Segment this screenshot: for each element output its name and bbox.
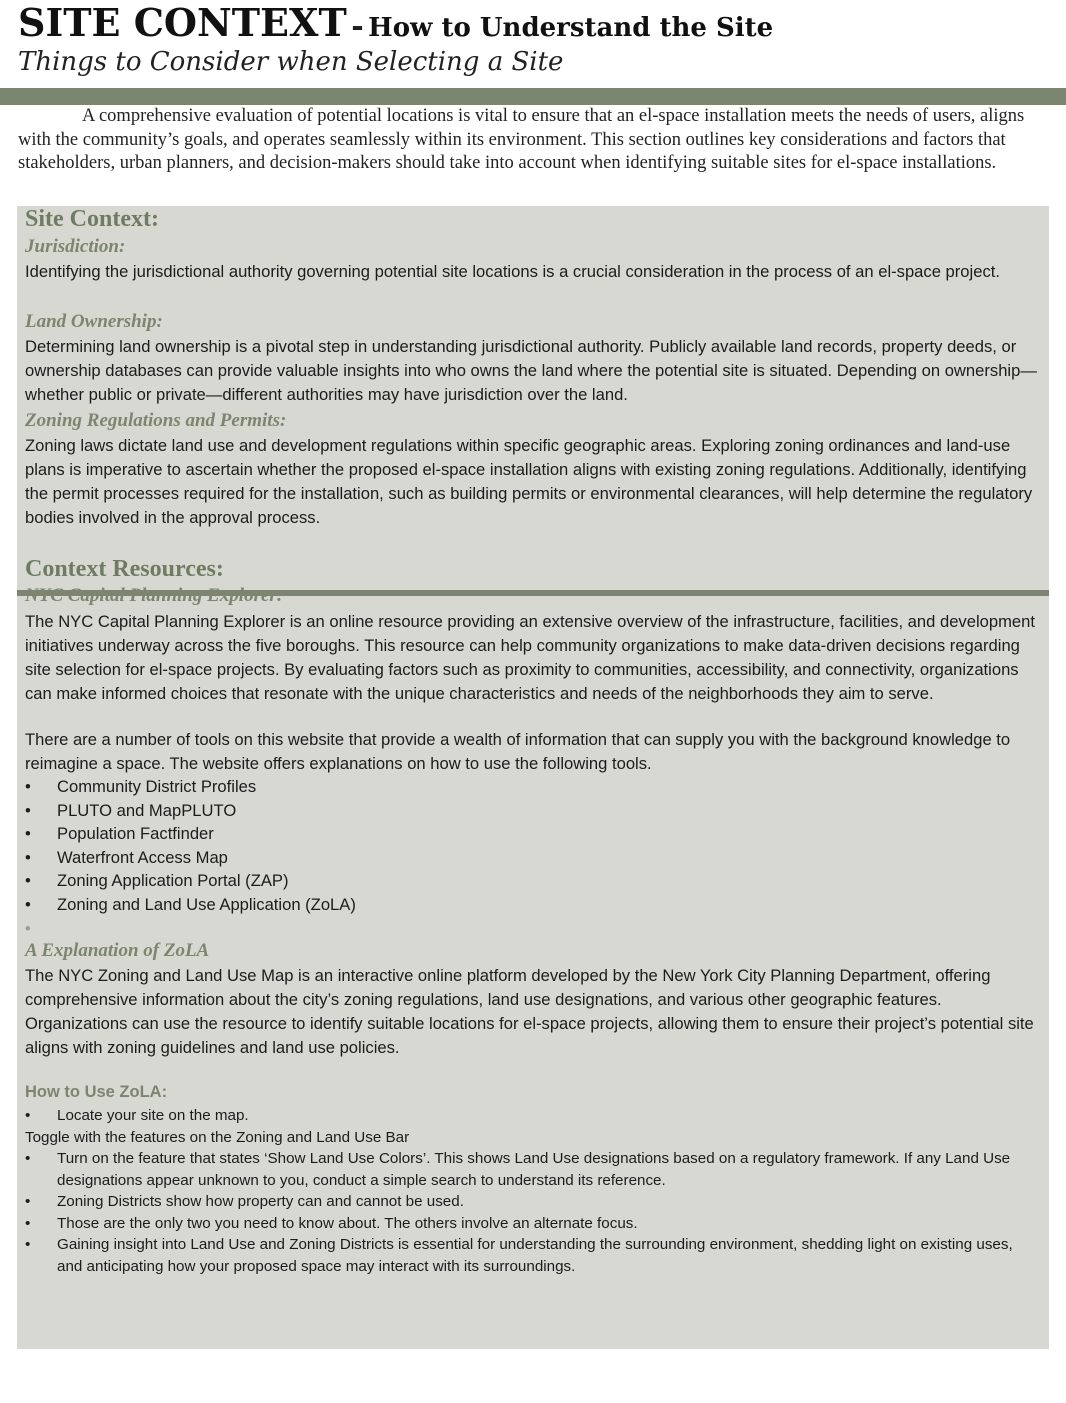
step-text: Locate your site on the map. bbox=[57, 1107, 249, 1124]
step-text: Toggle with the features on the Zoning and Land Use Bar bbox=[25, 1128, 410, 1146]
land-ownership-heading: Land Ownership: bbox=[25, 311, 163, 332]
tool-label: Population Factfinder bbox=[57, 824, 214, 844]
list-item bbox=[25, 893, 1035, 917]
bullet-icon: • bbox=[25, 777, 31, 796]
page-title-suffix: How to Understand the Site bbox=[368, 13, 774, 43]
list-item bbox=[25, 799, 1035, 823]
explorer-heading bbox=[25, 585, 283, 607]
how-to-list bbox=[25, 1105, 1025, 1277]
tool-label: PLUTO and MapPLUTO bbox=[57, 800, 237, 820]
explorer-text: The NYC Capital Planning Explorer is an online resource providing an extensive overview of the infrastructure, facilities, and development initiatives underway across the five boroughs. This resource can help community organizations to make data-driven decisions regarding site selection for el-space projects. By evaluating factors such as proximity to communities, accessibility, and connectivity, organizations can make informed choices that resonate with the unique characteristics and needs of the neighborhoods they aim to serve. bbox=[25, 612, 1035, 703]
site-context-heading: Site Context: bbox=[25, 206, 159, 232]
jurisdiction-text: Identifying the jurisdictional authority governing potential site locations is a crucial consideration in the process of an el-space project. bbox=[25, 262, 1000, 281]
page-subtitle: Things to Consider when Selecting a Site bbox=[18, 47, 564, 77]
bullet-icon: • bbox=[25, 1214, 31, 1232]
tool-label: Waterfront Access Map bbox=[57, 847, 228, 867]
how-to-heading: How to Use ZoLA: bbox=[25, 1083, 168, 1101]
zoning-text: Zoning laws dictate land use and development regulations within specific geographic areas. Exploring zoning ordinances and land-use plans is imperative to ascertain whether the proposed el-space installation aligns with existing zoning regulations. Additionally, identifying the permit processes required for the installation, such as building permits or environmental clearances, will help determine the regulatory bodies involved in the approval process. bbox=[25, 436, 1033, 527]
page-title: SITE CONTEXT bbox=[18, 0, 347, 45]
list-item bbox=[25, 822, 1035, 846]
list-item bbox=[25, 1148, 1025, 1191]
jurisdiction-heading: Jurisdiction: bbox=[25, 236, 126, 257]
bullet-icon: • bbox=[25, 1150, 31, 1167]
tool-label: Zoning Application Portal (ZAP) bbox=[57, 871, 289, 891]
header-divider bbox=[0, 88, 1066, 105]
zola-heading: A Explanation of ZoLA bbox=[25, 940, 210, 961]
bullet-icon: • bbox=[25, 800, 31, 820]
intro-paragraph: A comprehensive evaluation of potential locations is vital to ensure that an el-space installation meets the needs of users, aligns with the community’s goals, and operates seamlessly within its environment. This section outlines key considerations and factors that stakeholders, urban planners, and decision-makers should take into account when identifying suitable sites for el-space installations. bbox=[18, 106, 1025, 173]
land-ownership-text: Determining land ownership is a pivotal step in understanding jurisdictional authority. Publicly available land records, property deeds, or ownership databases can provide valuable insights into who owns the land where the potential site is situated. Depending on ownership—whether public or private—different authorities may have jurisdiction over the land. bbox=[25, 337, 1037, 404]
list-item bbox=[25, 1191, 1025, 1213]
page-header bbox=[18, 0, 1058, 46]
list-item bbox=[25, 917, 1035, 941]
tools-list bbox=[25, 775, 1035, 940]
step-text: Zoning Districts show how property can and cannot be used. bbox=[57, 1193, 464, 1210]
bullet-icon: • bbox=[25, 1193, 31, 1210]
list-item bbox=[25, 846, 1035, 870]
list-item bbox=[25, 1213, 1025, 1235]
tool-label: Community District Profiles bbox=[57, 777, 257, 796]
tools-intro-text: There are a number of tools on this website that provide a wealth of information that can supply you with the background knowledge to reimagine a space. The website offers explanations on how to use the following tools. bbox=[25, 730, 1011, 773]
section-divider bbox=[17, 590, 1049, 596]
zola-text: The NYC Zoning and Land Use Map is an interactive online platform developed by the New York City Planning Department, offering comprehensive information about the city’s zoning regulations, land use designations, and various other geographic features. Organizations can use the resource to identify suitable locations for el-space projects, allowing them to ensure their project’s potential site aligns with zoning guidelines and land use policies. bbox=[25, 966, 1034, 1057]
list-item bbox=[25, 869, 1035, 893]
step-text: Turn on the feature that states ‘Show Land Use Colors’. This shows Land Use designations based on a regulatory framework. If any Land Use designations appear unknown to you, conduct a simple search to understand its reference. bbox=[57, 1150, 1011, 1189]
title-separator: - bbox=[351, 9, 364, 44]
tool-label: Zoning and Land Use Application (ZoLA) bbox=[57, 894, 356, 914]
bullet-icon: • bbox=[25, 847, 31, 867]
list-item bbox=[25, 775, 1035, 799]
step-text: Gaining insight into Land Use and Zoning Districts is essential for understanding the surrounding environment, shedding light on existing uses, and anticipating how your proposed space may interact with its surroundings. bbox=[57, 1236, 1013, 1275]
zoning-heading: Zoning Regulations and Permits: bbox=[25, 410, 287, 431]
bullet-icon: • bbox=[25, 1236, 31, 1253]
step-text: Those are the only two you need to know about. The others involve an alternate focus. bbox=[57, 1214, 638, 1232]
list-item bbox=[25, 1127, 1025, 1149]
title-row bbox=[18, 0, 1058, 46]
context-resources-heading: Context Resources: bbox=[25, 556, 224, 582]
bullet-icon: • bbox=[25, 894, 31, 914]
bullet-icon: • bbox=[25, 871, 31, 891]
list-item bbox=[25, 1105, 1025, 1127]
bullet-icon: • bbox=[25, 1107, 31, 1124]
list-item bbox=[25, 1234, 1025, 1277]
bullet-icon: • bbox=[25, 918, 31, 938]
bullet-icon: • bbox=[25, 824, 31, 844]
